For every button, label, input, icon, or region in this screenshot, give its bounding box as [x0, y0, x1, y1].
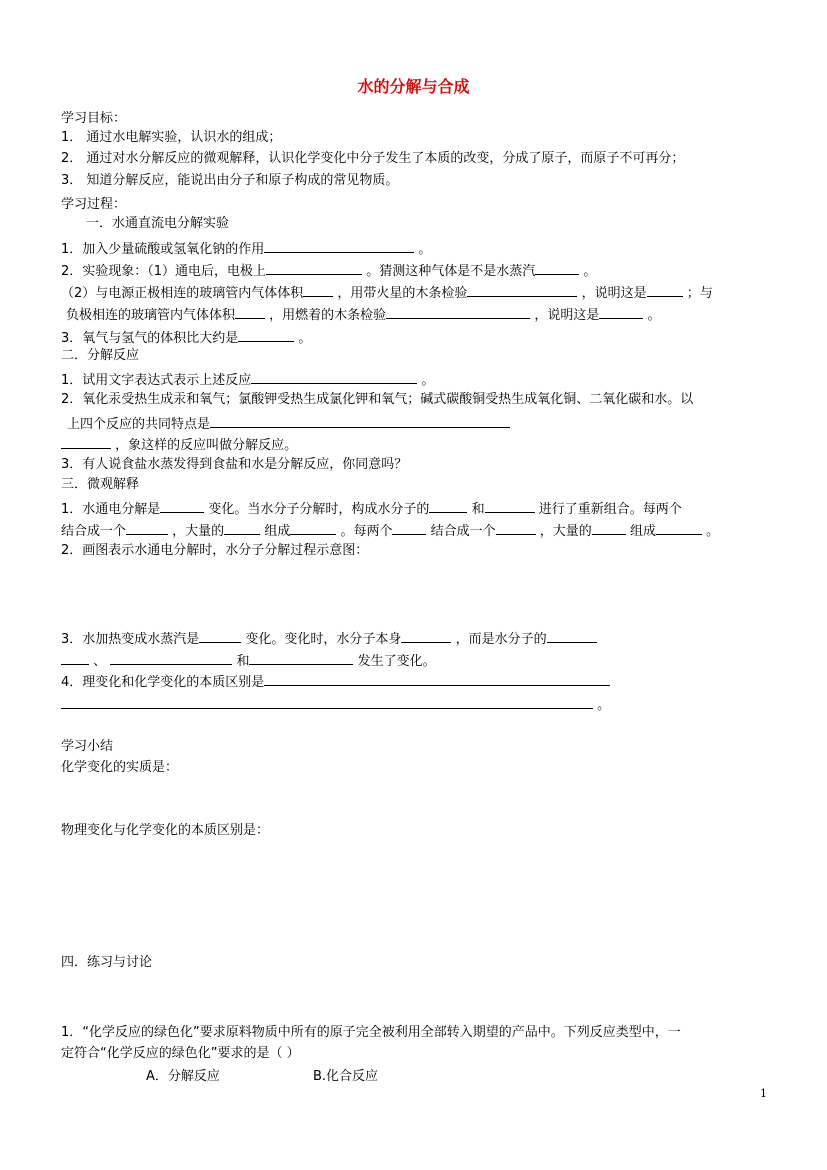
goal-item: 3． 知道分解反应，能说出由分子和原子构成的常见物质。 — [61, 173, 399, 188]
section-2-heading: 二．分解反应 — [61, 348, 140, 363]
answer-blank[interactable] — [264, 238, 414, 253]
question-line: ，象这样的反应叫做分解反应。 — [61, 434, 297, 455]
answer-blank[interactable] — [467, 282, 577, 297]
goal-item: 2． 通过对水分解反应的微观解释，认识化学变化中分子发生了本质的改变，分成了原子，而原子不可再分； — [61, 151, 685, 166]
answer-blank[interactable] — [126, 520, 168, 535]
answer-blank[interactable] — [386, 304, 530, 319]
answer-blank[interactable] — [290, 520, 336, 535]
answer-blank[interactable] — [210, 413, 510, 428]
answer-blank[interactable] — [61, 694, 593, 709]
page-title: 水的分解与合成 — [357, 77, 470, 96]
option-b: B.化合反应 — [313, 1069, 379, 1084]
answer-blank[interactable] — [592, 520, 626, 535]
question-line: 2．实验现象：（1）通电后，电极上 。猜测这种气体是不是水蒸汽 。 — [61, 260, 596, 281]
summary-line: 化学变化的实质是： — [61, 760, 179, 775]
answer-blank[interactable] — [303, 282, 333, 297]
answer-blank[interactable] — [392, 520, 426, 535]
answer-blank[interactable] — [535, 260, 579, 275]
summary-line: 物理变化与化学变化的本质区别是： — [61, 823, 270, 838]
answer-blank[interactable] — [199, 628, 241, 643]
answer-blank[interactable] — [61, 434, 111, 449]
answer-blank[interactable] — [61, 650, 89, 665]
goals-heading: 学习目标： — [61, 111, 127, 126]
answer-blank[interactable] — [235, 304, 265, 319]
question-line: 3．水加热变成水蒸汽是 变化。变化时，水分子本身 ，而是水分子的 — [61, 628, 597, 649]
answer-blank[interactable] — [496, 520, 536, 535]
question-line: 负极相连的玻璃管内气体体积 ，用燃着的木条检验 ，说明这是 。 — [66, 304, 660, 325]
question-line: 3．有人说食盐水蒸发得到食盐和水是分解反应，你同意吗？ — [61, 457, 408, 472]
question-line: 1．水通电分解是 变化。当水分子分解时，构成水分子的 和 进行了重新组合。每两个 — [61, 498, 682, 519]
section-4-heading: 四．练习与讨论 — [61, 955, 153, 970]
question-line: 定符合“化学反应的绿色化”要求的是（ ） — [61, 1046, 300, 1061]
question-line: 1．加入少量硫酸或氢氧化钠的作用 。 — [61, 238, 431, 259]
question-line: 。 — [61, 694, 610, 715]
process-heading: 学习过程： — [61, 197, 127, 212]
question-line: 2．氧化汞受热生成汞和氧气；氯酸钾受热生成氯化钾和氧气；碱式碳酸铜受热生成氧化铜、二氧化碳和水。以 — [61, 392, 694, 407]
question-line: 上四个反应的共同特点是 — [67, 413, 510, 434]
summary-heading: 学习小结 — [61, 739, 114, 754]
question-line: 2．画图表示水通电分解时，水分子分解过程示意图： — [61, 543, 369, 558]
answer-blank[interactable] — [547, 628, 597, 643]
answer-blank[interactable] — [249, 650, 353, 665]
goal-item: 1． 通过水电解实验，认识水的组成； — [61, 130, 282, 145]
page-number: 1 — [760, 1087, 767, 1100]
answer-blank[interactable] — [401, 628, 451, 643]
section-3-heading: 三．微观解释 — [61, 477, 140, 492]
question-line: 结合成一个 ，大量的 组成 。每两个 结合成一个 ，大量的 组成 。 — [61, 520, 719, 541]
question-line: 1．试用文字表达式表示上述反应 。 — [61, 369, 434, 390]
answer-blank[interactable] — [599, 304, 643, 319]
question-line: 、 和 发生了变化。 — [61, 650, 436, 671]
option-a: A．分解反应 — [146, 1069, 220, 1084]
answer-blank[interactable] — [266, 260, 362, 275]
answer-blank[interactable] — [160, 498, 204, 513]
answer-blank[interactable] — [251, 369, 417, 384]
question-line: 1．“化学反应的绿色化”要求原料物质中所有的原子完全被利用全部转入期望的产品中。下列反应类型中，一 — [61, 1025, 681, 1040]
question-line: （2）与电源正极相连的玻璃管内气体体积 ，用带火星的木条检验 ，说明这是 ；与 — [61, 282, 713, 303]
answer-blank[interactable] — [485, 498, 535, 513]
answer-blank[interactable] — [110, 650, 232, 665]
question-line: 3．氧气与氢气的体积比大约是 。 — [61, 327, 311, 348]
question-line: 4．理变化和化学变化的本质区别是 — [61, 671, 610, 692]
section-1-heading: 一．水通直流电分解实验 — [86, 216, 230, 231]
answer-blank[interactable] — [429, 498, 467, 513]
answer-blank[interactable] — [224, 520, 260, 535]
answer-blank[interactable] — [238, 327, 294, 342]
answer-blank[interactable] — [656, 520, 702, 535]
answer-blank[interactable] — [647, 282, 683, 297]
answer-blank[interactable] — [264, 671, 610, 686]
